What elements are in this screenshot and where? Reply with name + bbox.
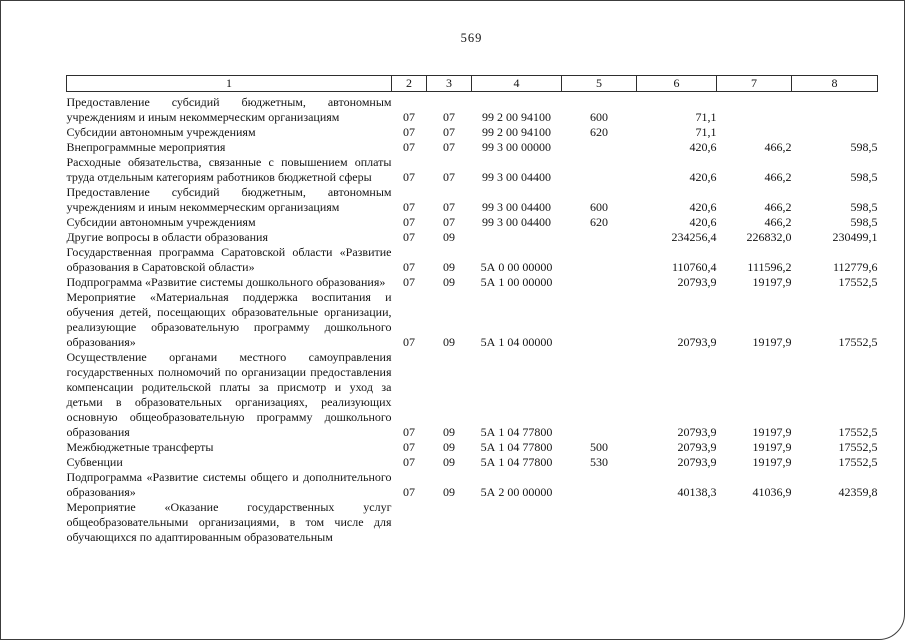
value-cell-col8: 112779,6 bbox=[832, 260, 878, 274]
value-cell-col2: 07 bbox=[403, 455, 415, 469]
value-cell-col8: 598,5 bbox=[850, 200, 878, 214]
column-header-8: 8 bbox=[792, 76, 878, 92]
row-title-cell: Расходные обязательства, связанные с повышением оплаты труда отдельным категориям работников бюджетной сферы bbox=[66, 155, 392, 184]
value-cell-col4: 99 3 00 00000 bbox=[482, 140, 551, 154]
value-cell-col8: 17552,5 bbox=[838, 440, 878, 454]
column-header-6: 6 bbox=[637, 76, 717, 92]
value-cell-col3: 07 bbox=[443, 110, 455, 124]
value-cell-col2: 07 bbox=[403, 200, 415, 214]
value-cell-col3: 07 bbox=[443, 140, 455, 154]
value-cell-col7: 466,2 bbox=[764, 140, 792, 154]
value-cell-col8: 42359,8 bbox=[838, 485, 878, 499]
budget-table bbox=[66, 75, 878, 545]
table-row bbox=[67, 500, 878, 545]
value-cell-col4: 5А 1 04 77800 bbox=[480, 455, 553, 469]
value-cell-col7: 41036,9 bbox=[752, 485, 792, 499]
value-cell-col5 bbox=[562, 470, 637, 500]
value-cell-col3: 09 bbox=[443, 455, 455, 469]
value-cell-col7: 111596,2 bbox=[747, 260, 792, 274]
value-cell-col6 bbox=[637, 500, 717, 545]
value-cell-col7: 466,2 bbox=[764, 200, 792, 214]
value-cell-col8: 17552,5 bbox=[838, 455, 878, 469]
table-row bbox=[67, 245, 878, 275]
table-header-row bbox=[67, 76, 878, 92]
value-cell-col6: 20793,9 bbox=[677, 335, 717, 349]
value-cell-col5: 600 bbox=[590, 200, 608, 214]
value-cell-col4: 99 2 00 94100 bbox=[482, 110, 551, 124]
table-body bbox=[67, 92, 878, 546]
column-header-3: 3 bbox=[427, 76, 472, 92]
row-title-cell: Государственная программа Саратовской области «Развитие образования в Саратовской области» bbox=[66, 245, 392, 274]
value-cell-col4: 5А 1 00 00000 bbox=[480, 275, 553, 289]
table-row bbox=[67, 185, 878, 215]
row-title-cell: Субвенции bbox=[66, 455, 123, 469]
value-cell-col8: 17552,5 bbox=[838, 275, 878, 289]
value-cell-col6: 420,6 bbox=[689, 170, 717, 184]
row-title-cell: Межбюджетные трансферты bbox=[66, 440, 214, 454]
value-cell-col8 bbox=[792, 500, 878, 545]
value-cell-col4 bbox=[472, 230, 562, 245]
column-header-2: 2 bbox=[392, 76, 427, 92]
value-cell-col4 bbox=[472, 500, 562, 545]
value-cell-col3: 09 bbox=[443, 440, 455, 454]
row-title-cell: Субсидии автономным учреждениям bbox=[66, 215, 256, 229]
value-cell-col7: 19197,9 bbox=[752, 275, 792, 289]
value-cell-col3: 07 bbox=[443, 215, 455, 229]
value-cell-col6: 110760,4 bbox=[671, 260, 717, 274]
value-cell-col6: 20793,9 bbox=[677, 425, 717, 439]
value-cell-col7: 19197,9 bbox=[752, 440, 792, 454]
value-cell-col5 bbox=[562, 230, 637, 245]
value-cell-col6: 71,1 bbox=[695, 125, 717, 139]
value-cell-col5 bbox=[562, 500, 637, 545]
value-cell-col5: 620 bbox=[590, 215, 608, 229]
value-cell-col4: 5А 1 04 77800 bbox=[480, 440, 553, 454]
table-row bbox=[67, 125, 878, 140]
column-header-7: 7 bbox=[717, 76, 792, 92]
row-title-cell: Субсидии автономным учреждениям bbox=[66, 125, 256, 139]
value-cell-col6: 71,1 bbox=[695, 110, 717, 124]
value-cell-col5: 500 bbox=[590, 440, 608, 454]
value-cell-col5 bbox=[562, 290, 637, 350]
table-row bbox=[67, 275, 878, 290]
value-cell-col4: 5А 1 04 00000 bbox=[480, 335, 553, 349]
value-cell-col8: 598,5 bbox=[850, 140, 878, 154]
table-row bbox=[67, 470, 878, 500]
value-cell-col4: 99 3 00 04400 bbox=[482, 200, 551, 214]
table-row bbox=[67, 92, 878, 126]
page-number: 569 bbox=[460, 31, 483, 45]
value-cell-col5 bbox=[562, 140, 637, 155]
column-header-1: 1 bbox=[67, 76, 392, 92]
column-header-5: 5 bbox=[562, 76, 637, 92]
value-cell-col6: 20793,9 bbox=[677, 440, 717, 454]
value-cell-col5 bbox=[562, 245, 637, 275]
value-cell-col2 bbox=[392, 500, 427, 545]
value-cell-col7: 466,2 bbox=[764, 215, 792, 229]
value-cell-col2: 07 bbox=[403, 275, 415, 289]
value-cell-col2: 07 bbox=[403, 110, 415, 124]
value-cell-col2: 07 bbox=[403, 140, 415, 154]
value-cell-col3: 07 bbox=[443, 170, 455, 184]
value-cell-col8: 17552,5 bbox=[838, 425, 878, 439]
row-title-cell: Внепрограммные мероприятия bbox=[66, 140, 226, 154]
value-cell-col2: 07 bbox=[403, 260, 415, 274]
value-cell-col8 bbox=[792, 125, 878, 140]
value-cell-col2: 07 bbox=[403, 230, 415, 244]
value-cell-col4: 5А 1 04 77800 bbox=[480, 425, 553, 439]
value-cell-col8: 230499,1 bbox=[832, 230, 878, 244]
value-cell-col2: 07 bbox=[403, 335, 415, 349]
value-cell-col3: 09 bbox=[443, 275, 455, 289]
table-row bbox=[67, 140, 878, 155]
value-cell-col2: 07 bbox=[403, 125, 415, 139]
value-cell-col4: 99 2 00 94100 bbox=[482, 125, 551, 139]
value-cell-col4: 5А 2 00 00000 bbox=[480, 485, 553, 499]
value-cell-col5 bbox=[562, 275, 637, 290]
value-cell-col5 bbox=[562, 155, 637, 185]
value-cell-col6: 420,6 bbox=[689, 215, 717, 229]
value-cell-col7: 466,2 bbox=[764, 170, 792, 184]
row-title-cell: Мероприятие «Материальная поддержка воспитания и обучения детей, посещающих образовательные организации, реализующие образовательную программу дошкольного образования» bbox=[66, 290, 392, 349]
value-cell-col4: 99 3 00 04400 bbox=[482, 170, 551, 184]
table-row bbox=[67, 155, 878, 185]
row-title-cell: Предоставление субсидий бюджетным, автономным учреждениям и иным некоммерческим организациям bbox=[66, 95, 392, 124]
value-cell-col3: 09 bbox=[443, 485, 455, 499]
value-cell-col6: 40138,3 bbox=[677, 485, 717, 499]
value-cell-col6: 420,6 bbox=[689, 200, 717, 214]
value-cell-col7: 226832,0 bbox=[746, 230, 792, 244]
row-title-cell: Подпрограмма «Развитие системы дошкольного образования» bbox=[66, 275, 386, 289]
table-row bbox=[67, 440, 878, 455]
row-title-cell: Предоставление субсидий бюджетным, автономным учреждениям и иным некоммерческим организациям bbox=[66, 185, 392, 214]
value-cell-col2: 07 bbox=[403, 485, 415, 499]
value-cell-col7: 19197,9 bbox=[752, 455, 792, 469]
value-cell-col4: 99 3 00 04400 bbox=[482, 215, 551, 229]
value-cell-col2: 07 bbox=[403, 440, 415, 454]
value-cell-col7 bbox=[717, 92, 792, 126]
value-cell-col3: 09 bbox=[443, 425, 455, 439]
value-cell-col8: 598,5 bbox=[850, 215, 878, 229]
table-row bbox=[67, 350, 878, 440]
value-cell-col6: 420,6 bbox=[689, 140, 717, 154]
value-cell-col5: 600 bbox=[590, 110, 608, 124]
table-row bbox=[67, 290, 878, 350]
value-cell-col7: 19197,9 bbox=[752, 335, 792, 349]
value-cell-col2: 07 bbox=[403, 170, 415, 184]
row-title-cell: Подпрограмма «Развитие системы общего и дополнительного образования» bbox=[66, 470, 392, 499]
value-cell-col7 bbox=[717, 500, 792, 545]
value-cell-col8: 17552,5 bbox=[838, 335, 878, 349]
value-cell-col3: 09 bbox=[443, 230, 455, 244]
value-cell-col5: 620 bbox=[590, 125, 608, 139]
value-cell-col2: 07 bbox=[403, 425, 415, 439]
value-cell-col3: 09 bbox=[443, 335, 455, 349]
row-title-cell: Мероприятие «Оказание государственных услуг общеобразовательными организациями, в том числе для обучающихся по адаптированным образовательным bbox=[66, 500, 392, 544]
value-cell-col7 bbox=[717, 125, 792, 140]
value-cell-col3 bbox=[427, 500, 472, 545]
value-cell-col2: 07 bbox=[403, 215, 415, 229]
value-cell-col6: 234256,4 bbox=[671, 230, 717, 244]
table-row bbox=[67, 455, 878, 470]
value-cell-col6: 20793,9 bbox=[677, 455, 717, 469]
value-cell-col4: 5А 0 00 00000 bbox=[480, 260, 553, 274]
row-title-cell: Осуществление органами местного самоуправления государственных полномочий по организации предоставления компенсации родительской платы за присмотр и уход за детьми в образовательных организациях, реализующих основную общеобразовательную программу дошкольного образования bbox=[66, 350, 392, 439]
value-cell-col3: 09 bbox=[443, 260, 455, 274]
value-cell-col3: 07 bbox=[443, 125, 455, 139]
value-cell-col7: 19197,9 bbox=[752, 425, 792, 439]
value-cell-col6: 20793,9 bbox=[677, 275, 717, 289]
value-cell-col5 bbox=[562, 350, 637, 440]
table-row bbox=[67, 215, 878, 230]
value-cell-col8 bbox=[792, 92, 878, 126]
value-cell-col8: 598,5 bbox=[850, 170, 878, 184]
row-title-cell: Другие вопросы в области образования bbox=[66, 230, 268, 244]
table-row bbox=[67, 230, 878, 245]
column-header-4: 4 bbox=[472, 76, 562, 92]
value-cell-col5: 530 bbox=[590, 455, 608, 469]
value-cell-col3: 07 bbox=[443, 200, 455, 214]
